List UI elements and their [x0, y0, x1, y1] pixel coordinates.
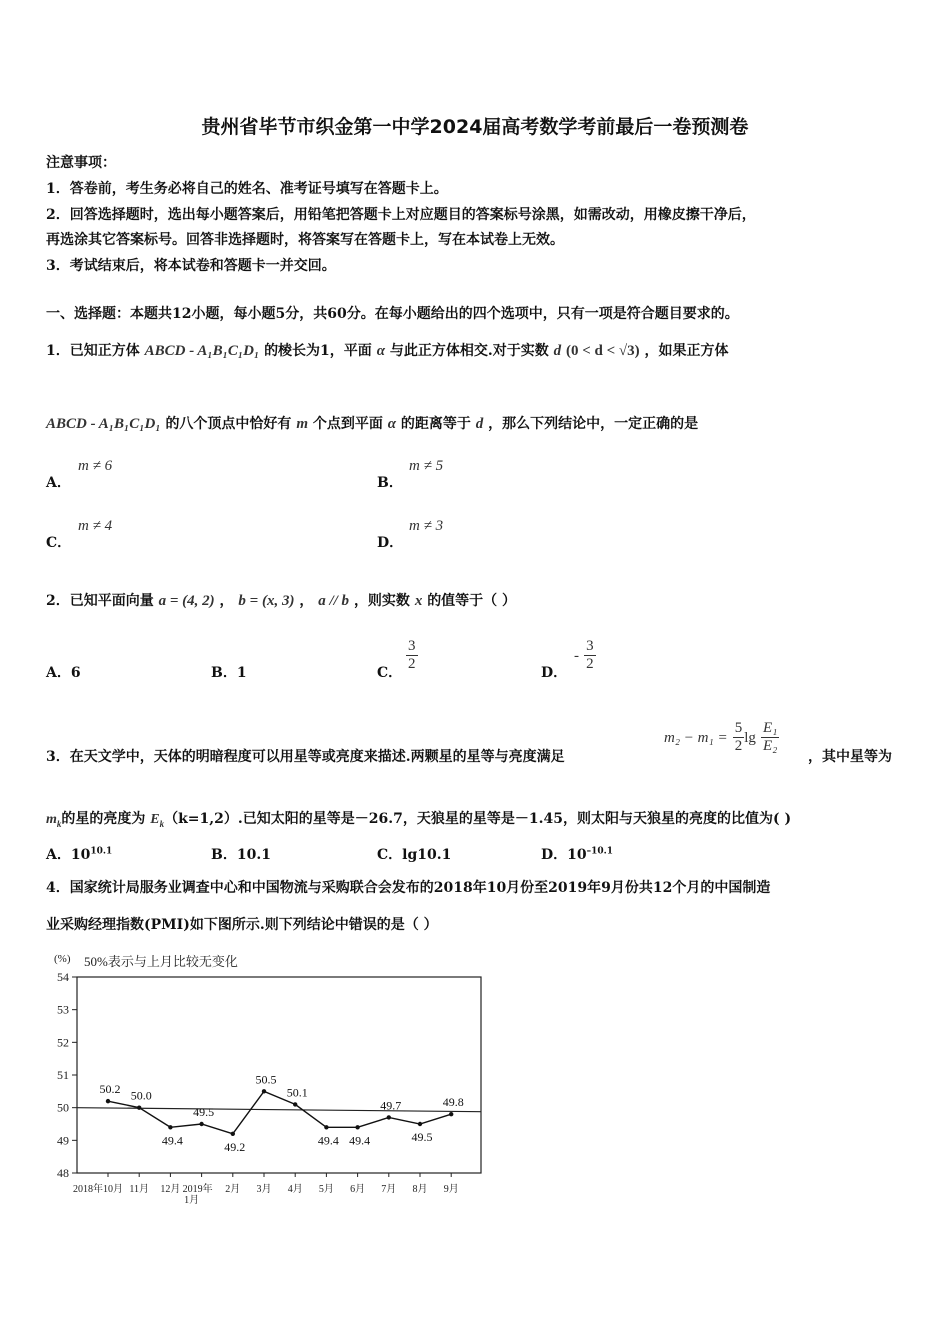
chart-unit: (%): [54, 953, 71, 965]
y-tick-label: 49: [57, 1133, 69, 1148]
q2-option-c-num: 3: [408, 638, 416, 654]
q1-text-b: 的棱长为1，平面: [264, 343, 372, 359]
q3-option-a-label: A．: [46, 847, 71, 863]
q1-text-c: 与此正方体相交.对于实数: [389, 343, 549, 359]
pmi-data-label: 49.5: [193, 1105, 215, 1119]
x-axis: [73, 1173, 459, 1206]
q1-option-c-math: m ≠ 4: [78, 518, 113, 534]
y-axis: [57, 970, 77, 1180]
q3-option-c-label: C．: [377, 847, 403, 863]
y-tick-label: 52: [57, 1035, 69, 1050]
q2-option-a-label: A．: [46, 665, 71, 681]
q3-formula: [664, 720, 779, 755]
x-tick-label: 7月: [381, 1184, 397, 1195]
pmi-data-label: 49.4: [317, 1133, 339, 1148]
pmi-data-point: [168, 1125, 172, 1129]
q2-option-b-value: 1: [236, 665, 247, 681]
q3-mk: $m_k$: [46, 812, 62, 829]
x-tick-label: 6月: [350, 1184, 366, 1195]
y-tick-label: 51: [57, 1068, 69, 1082]
x-tick-label: 2019年: [182, 1184, 213, 1195]
y-tick-label: 54: [57, 970, 69, 984]
q2-x: x: [414, 593, 423, 609]
q2-option-c-fraction: [406, 638, 418, 673]
pmi-data-point: [418, 1122, 422, 1126]
q1-text-g: 的距离等于: [400, 416, 471, 432]
section-heading: 一、选择题：本题共12小题，每小题5分，共60分。在每小题给出的四个选项中，只有一项是符合题目要求的。: [46, 306, 739, 322]
q2-text-b: ，则实数: [353, 593, 410, 609]
pmi-data-label: 50.1: [286, 1085, 308, 1100]
pmi-data-point: [231, 1132, 235, 1136]
q3-option-a: [46, 844, 112, 864]
q1-alpha-2: α: [387, 416, 397, 432]
q3-option-b-value: 10.1: [236, 847, 271, 863]
q2-text-c: 的值等于（ ）: [427, 593, 517, 609]
q3-e-num: E₁: [762, 720, 778, 736]
q1-d-2: d: [475, 416, 484, 432]
q3-e-den: E₂: [762, 738, 778, 754]
q3-option-c: [377, 844, 451, 864]
pmi-data-point: [355, 1125, 359, 1129]
pmi-data-point: [387, 1115, 391, 1119]
pmi-data-label: 50.0: [130, 1088, 152, 1103]
q3-option-d-label: D．: [541, 847, 568, 863]
q1-cube-math-2: ABCD - A₁B₁C₁D₁: [46, 416, 161, 432]
notice-line-2: 2．回答选择题时，选出每小题答案后，用铅笔把答题卡上对应题目的答案标号涂黑，如需改动，用橡皮擦干净后，: [46, 207, 756, 223]
q2-option-d-fraction: [574, 638, 596, 673]
notice-line-3: 再选涂其它答案标号。回答非选择题时，将答案写在答题卡上，写在本试卷上无效。: [46, 232, 564, 248]
q3-option-d: [541, 844, 613, 864]
q1-alpha: α: [376, 343, 385, 359]
q3-text-c: 的星的亮度为: [61, 811, 146, 827]
q1-option-d-math: m ≠ 3: [409, 518, 444, 534]
q1-option-c-label: C．: [46, 535, 72, 551]
x-tick-label: 4月: [287, 1184, 303, 1195]
q3-formula-lhs: m₂ − m₁ =: [664, 730, 728, 746]
q1-line-1: [46, 340, 729, 360]
q1-m: m: [296, 416, 308, 432]
q3-text-a: 3．在天文学中，天体的明暗程度可以用星等或亮度来描述.两颗星的星等与亮度满足: [46, 749, 565, 765]
x-tick-label: 9月: [443, 1184, 459, 1195]
q1-condition: (0 < d < √3): [566, 343, 640, 359]
notice-heading: 注意事项：: [46, 155, 116, 171]
pmi-data-label: 49.2: [224, 1139, 246, 1154]
q2-option-d-num: 3: [586, 638, 594, 654]
q2-vector-a: a = (4, 2): [158, 593, 215, 609]
x-tick-label: 8月: [412, 1184, 428, 1195]
q1-option-b-label: B．: [377, 475, 403, 491]
x-tick-label: 12月: [160, 1184, 181, 1195]
pmi-data-label: 49.4: [349, 1133, 371, 1148]
x-tick-label: 2018年10月: [73, 1184, 123, 1195]
notice-line-4: 3．考试结束后，将本试卷和答题卡一并交回。: [46, 258, 336, 274]
q2-option-d-sign: -: [574, 648, 579, 664]
q2-vector-b: b = (x, 3): [238, 593, 295, 609]
q1-option-b-math: m ≠ 5: [409, 458, 444, 474]
q3-option-b-label: B．: [211, 847, 237, 863]
pmi-data-label: 49.4: [161, 1133, 183, 1148]
pmi-data-label: 49.8: [442, 1095, 464, 1110]
q3-coef-den: 2: [734, 738, 743, 754]
x-tick-label: 2月: [225, 1184, 241, 1195]
q1-text-h: ，那么下列结论中，一定正确的是: [488, 416, 699, 432]
q2-text-a: 2．已知平面向量: [46, 593, 154, 609]
x-tick-label: 3月: [256, 1184, 272, 1195]
q2-line: [46, 590, 516, 610]
q1-option-d-label: D．: [377, 535, 404, 551]
q3-option-d-base: 10: [567, 847, 587, 863]
q3-option-a-base: 10: [70, 847, 91, 863]
q1-option-a-label: A．: [46, 475, 71, 491]
q1-line-2: [46, 413, 698, 433]
page-title: 贵州省毕节市织金第一中学2024届高考数学考前最后一卷预测卷: [201, 116, 749, 138]
x-tick-label: 5月: [318, 1184, 334, 1195]
pmi-data-point: [106, 1099, 110, 1103]
pmi-data-label: 50.5: [255, 1072, 277, 1087]
pmi-line-chart: [40, 940, 500, 1208]
y-tick-label: 50: [57, 1100, 69, 1115]
q2-option-c-label: C．: [377, 665, 403, 681]
q3-option-c-value: lg10.1: [402, 847, 452, 863]
pmi-data-point: [137, 1105, 141, 1109]
pmi-data-label: 49.7: [380, 1098, 402, 1113]
x-tick-label-continued: 1月: [184, 1195, 200, 1206]
q1-cube-math: ABCD - A₁B₁C₁D₁: [144, 343, 260, 359]
series-line-group: [100, 1072, 464, 1153]
q3-option-d-exp: –10.1: [586, 846, 614, 857]
q2-option-d-label: D．: [541, 665, 568, 681]
q2-option-b: [211, 662, 247, 682]
pmi-data-point: [449, 1112, 453, 1116]
y-tick-label: 48: [57, 1166, 69, 1180]
q3-text-b: ，其中星等为: [808, 749, 892, 765]
pmi-data-point: [199, 1122, 203, 1126]
q3-text-d: （k=1,2）.已知太阳的星等是－26.7，天狼星的星等是－1.45，则太阳与天狼星的亮度的比值为( ): [164, 811, 792, 827]
q2-option-a-value: 6: [70, 665, 81, 681]
q1-text-f: 个点到平面: [312, 416, 383, 432]
q4-line-1: 4．国家统计局服务业调查中心和中国物流与采购联合会发布的2018年10月份至2019年9月份共12个月的中国制造: [46, 880, 771, 896]
q1-d: d: [553, 343, 562, 359]
q2-separator-2: ，: [299, 593, 314, 609]
q3-coef-num: 5: [734, 720, 743, 736]
pmi-data-label: 49.5: [411, 1130, 433, 1144]
q3-option-b: [211, 844, 271, 864]
q2-separator: ，: [219, 593, 234, 609]
q1-text-e: 的八个顶点中恰好有: [165, 416, 292, 432]
q2-option-a: [46, 662, 81, 682]
pmi-data-point: [324, 1125, 328, 1129]
q3-option-a-exp: 10.1: [90, 846, 113, 857]
q4-line-2: 业采购经理指数(PMI)如下图所示.则下列结论中错误的是（ ）: [46, 917, 438, 933]
pmi-data-point: [262, 1089, 266, 1093]
q1-text-a: 1．已知正方体: [46, 343, 140, 359]
q3-ek: $E_k$: [150, 812, 165, 829]
pmi-data-point: [293, 1102, 297, 1106]
pmi-data-label: 50.2: [99, 1082, 121, 1097]
notice-line-1: 1．答卷前，考生务必将自己的姓名、准考证号填写在答题卡上。: [46, 181, 448, 197]
q3-line-2: [46, 808, 791, 829]
q2-option-d-den: 2: [586, 656, 594, 672]
chart-title: 50%表示与上月比较无变化: [84, 954, 238, 969]
x-tick-label: 11月: [129, 1184, 150, 1195]
q3-lg: lg: [744, 730, 756, 746]
q1-option-a-math: m ≠ 6: [78, 458, 113, 474]
q1-text-d: ，如果正方体: [644, 343, 729, 359]
q2-parallel: a // b: [318, 593, 350, 609]
y-tick-label: 53: [57, 1002, 69, 1017]
q2-option-b-label: B．: [211, 665, 237, 681]
q2-option-c-den: 2: [408, 656, 416, 672]
